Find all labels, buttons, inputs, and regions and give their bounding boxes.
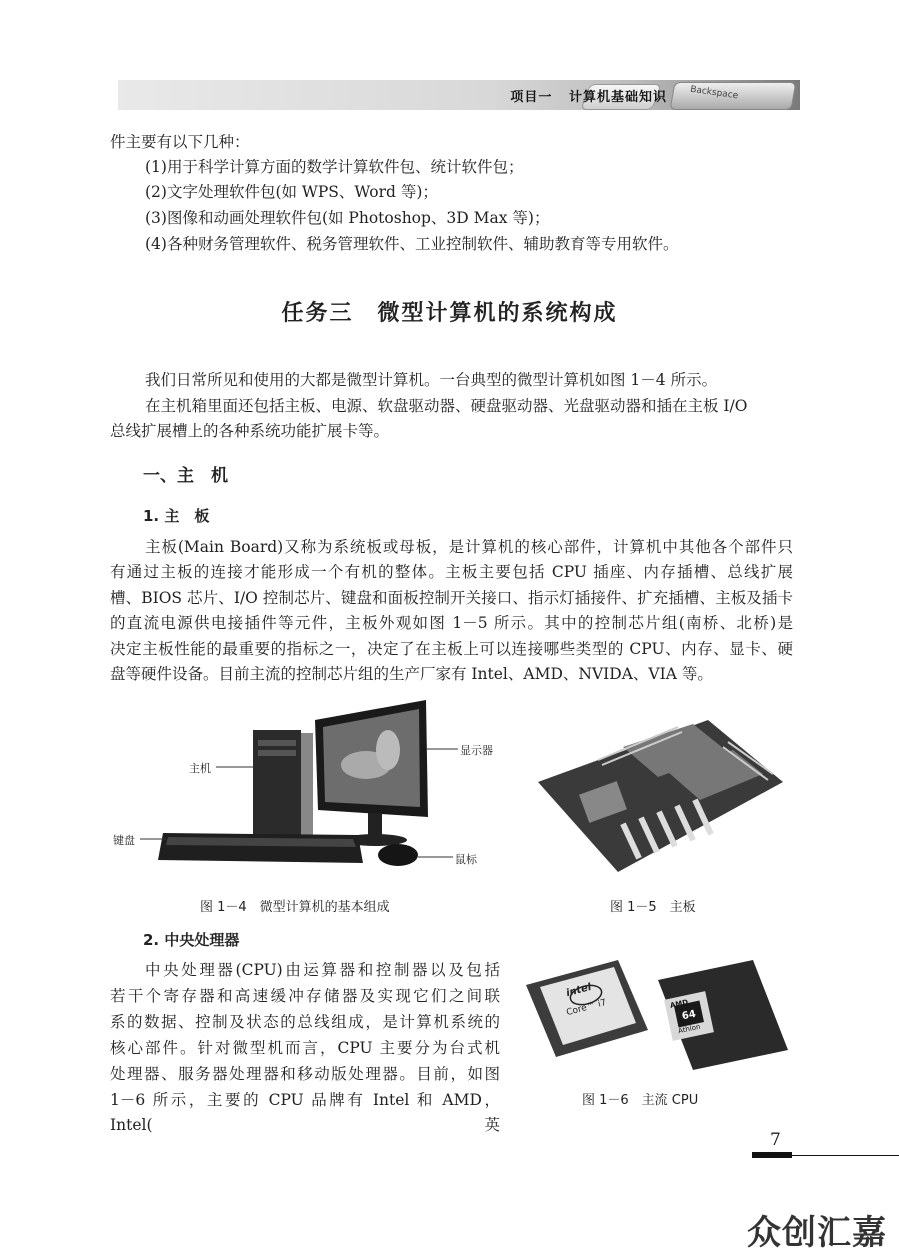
page-number: 7 — [770, 1130, 781, 1150]
watermark-logo: 众创汇嘉 — [747, 1213, 887, 1253]
label-keyboard: 键盘 — [113, 834, 135, 847]
label-mouse: 鼠标 — [455, 853, 477, 866]
software-item-1: (1)用于科学计算方面的数学计算软件包、统计软件包； — [145, 158, 524, 176]
amd-brand-text: AMD — [669, 998, 689, 1010]
mainboard-line-2: 有通过主板的连接才能形成一个有机的整体。主板主要包括 CPU 插座、内存插槽、总线扩展 — [110, 563, 793, 581]
task-title: 任务三 微型计算机的系统构成 — [281, 301, 618, 326]
figure-cpus — [518, 955, 793, 1075]
software-intro: 件主要有以下几种： — [110, 133, 250, 151]
mainboard-line-5: 决定主板性能的最重要的指标之一，决定了在主板上可以连接哪些类型的 CPU、内存、显卡、硬 — [110, 640, 793, 658]
software-item-2: (2)文字处理软件包(如 WPS、Word 等)； — [145, 183, 438, 201]
backspace-key-label: Backspace — [689, 84, 739, 102]
figure-motherboard — [528, 712, 788, 877]
label-host: 主机 — [189, 762, 211, 775]
tower-side — [301, 733, 313, 837]
cpu-line-6: 1－6 所示，主要的 CPU 品牌有 Intel 和 AMD，Intel(英 — [110, 1091, 500, 1134]
cpu-line-2: 若干个寄存器和高速缓冲存储器及实现它们之间联 — [110, 987, 500, 1005]
mainboard-line-6: 盘等硬件设备。目前主流的控制芯片组的生产厂家有 Intel、AMD、NVIDA、VIA 等。 — [110, 665, 713, 683]
cpu-line-3: 系的数据、控制及状态的总线组成，是计算机系统的 — [110, 1013, 500, 1031]
intro-line-3: 总线扩展槽上的各种系统功能扩展卡等。 — [110, 422, 390, 440]
cpu-line-5: 处理器、服务器处理器和移动版处理器。目前，如图 — [110, 1065, 500, 1083]
caption-fig-1-5: 图 1－5 主板 — [610, 900, 696, 915]
header-project: 项目一 — [510, 90, 553, 105]
label-monitor: 显示器 — [460, 744, 493, 757]
caption-fig-1-4: 图 1－4 微型计算机的基本组成 — [200, 900, 390, 915]
mainboard-line-4: 的直流电源供电接插件等元件，主板外观如图 1－5 所示。其中的控制芯片组(南桥、北桥)是 — [110, 614, 793, 632]
page-footer-rule — [792, 1155, 899, 1156]
amd-model-text: Athlon — [677, 1022, 702, 1036]
cpu-line-4: 核心部件。针对微型机而言，CPU 主要分为台式机 — [110, 1039, 500, 1057]
intel-logo-text: intel — [565, 981, 593, 1000]
caption-fig-1-6: 图 1－6 主流 CPU — [582, 1093, 699, 1108]
mouse — [378, 844, 418, 866]
subheading-cpu: 2. 中央处理器 — [143, 931, 240, 949]
page-number-bar — [752, 1152, 792, 1158]
mainboard-line-3: 槽、BIOS 芯片、I/O 控制芯片、键盘和面板控制开关接口、指示灯插接件、扩充插槽、主板及插卡 — [110, 589, 793, 607]
amd-64-text: 64 — [681, 1008, 697, 1023]
intel-model-text: Core™ i7 — [565, 997, 608, 1019]
software-item-4: (4)各种财务管理软件、税务管理软件、工业控制软件、辅助教育等专用软件。 — [145, 235, 679, 253]
software-item-3: (3)图像和动画处理软件包(如 Photoshop、3D Max 等)； — [145, 209, 550, 227]
running-header — [510, 86, 667, 105]
subheading-mainboard: 1. 主 板 — [143, 507, 210, 525]
tower-case — [253, 730, 301, 840]
section-heading-host: 一、主 机 — [143, 466, 228, 486]
intro-line-1: 我们日常所见和使用的大都是微型计算机。一台典型的微型计算机如图 1－4 所示。 — [145, 371, 718, 389]
mainboard-line-1: 主板(Main Board)又称为系统板或母板，是计算机的核心部件，计算机中其他各个部件只 — [145, 538, 793, 556]
figure-pc-illustration — [108, 695, 508, 880]
intro-line-2: 在主机箱里面还包括主板、电源、软盘驱动器、硬盘驱动器、光盘驱动器和插在主板 I/O — [145, 397, 748, 415]
cpu-line-1: 中央处理器(CPU)由运算器和控制器以及包括 — [145, 961, 500, 979]
header-chapter: 计算机基础知识 — [568, 90, 667, 105]
